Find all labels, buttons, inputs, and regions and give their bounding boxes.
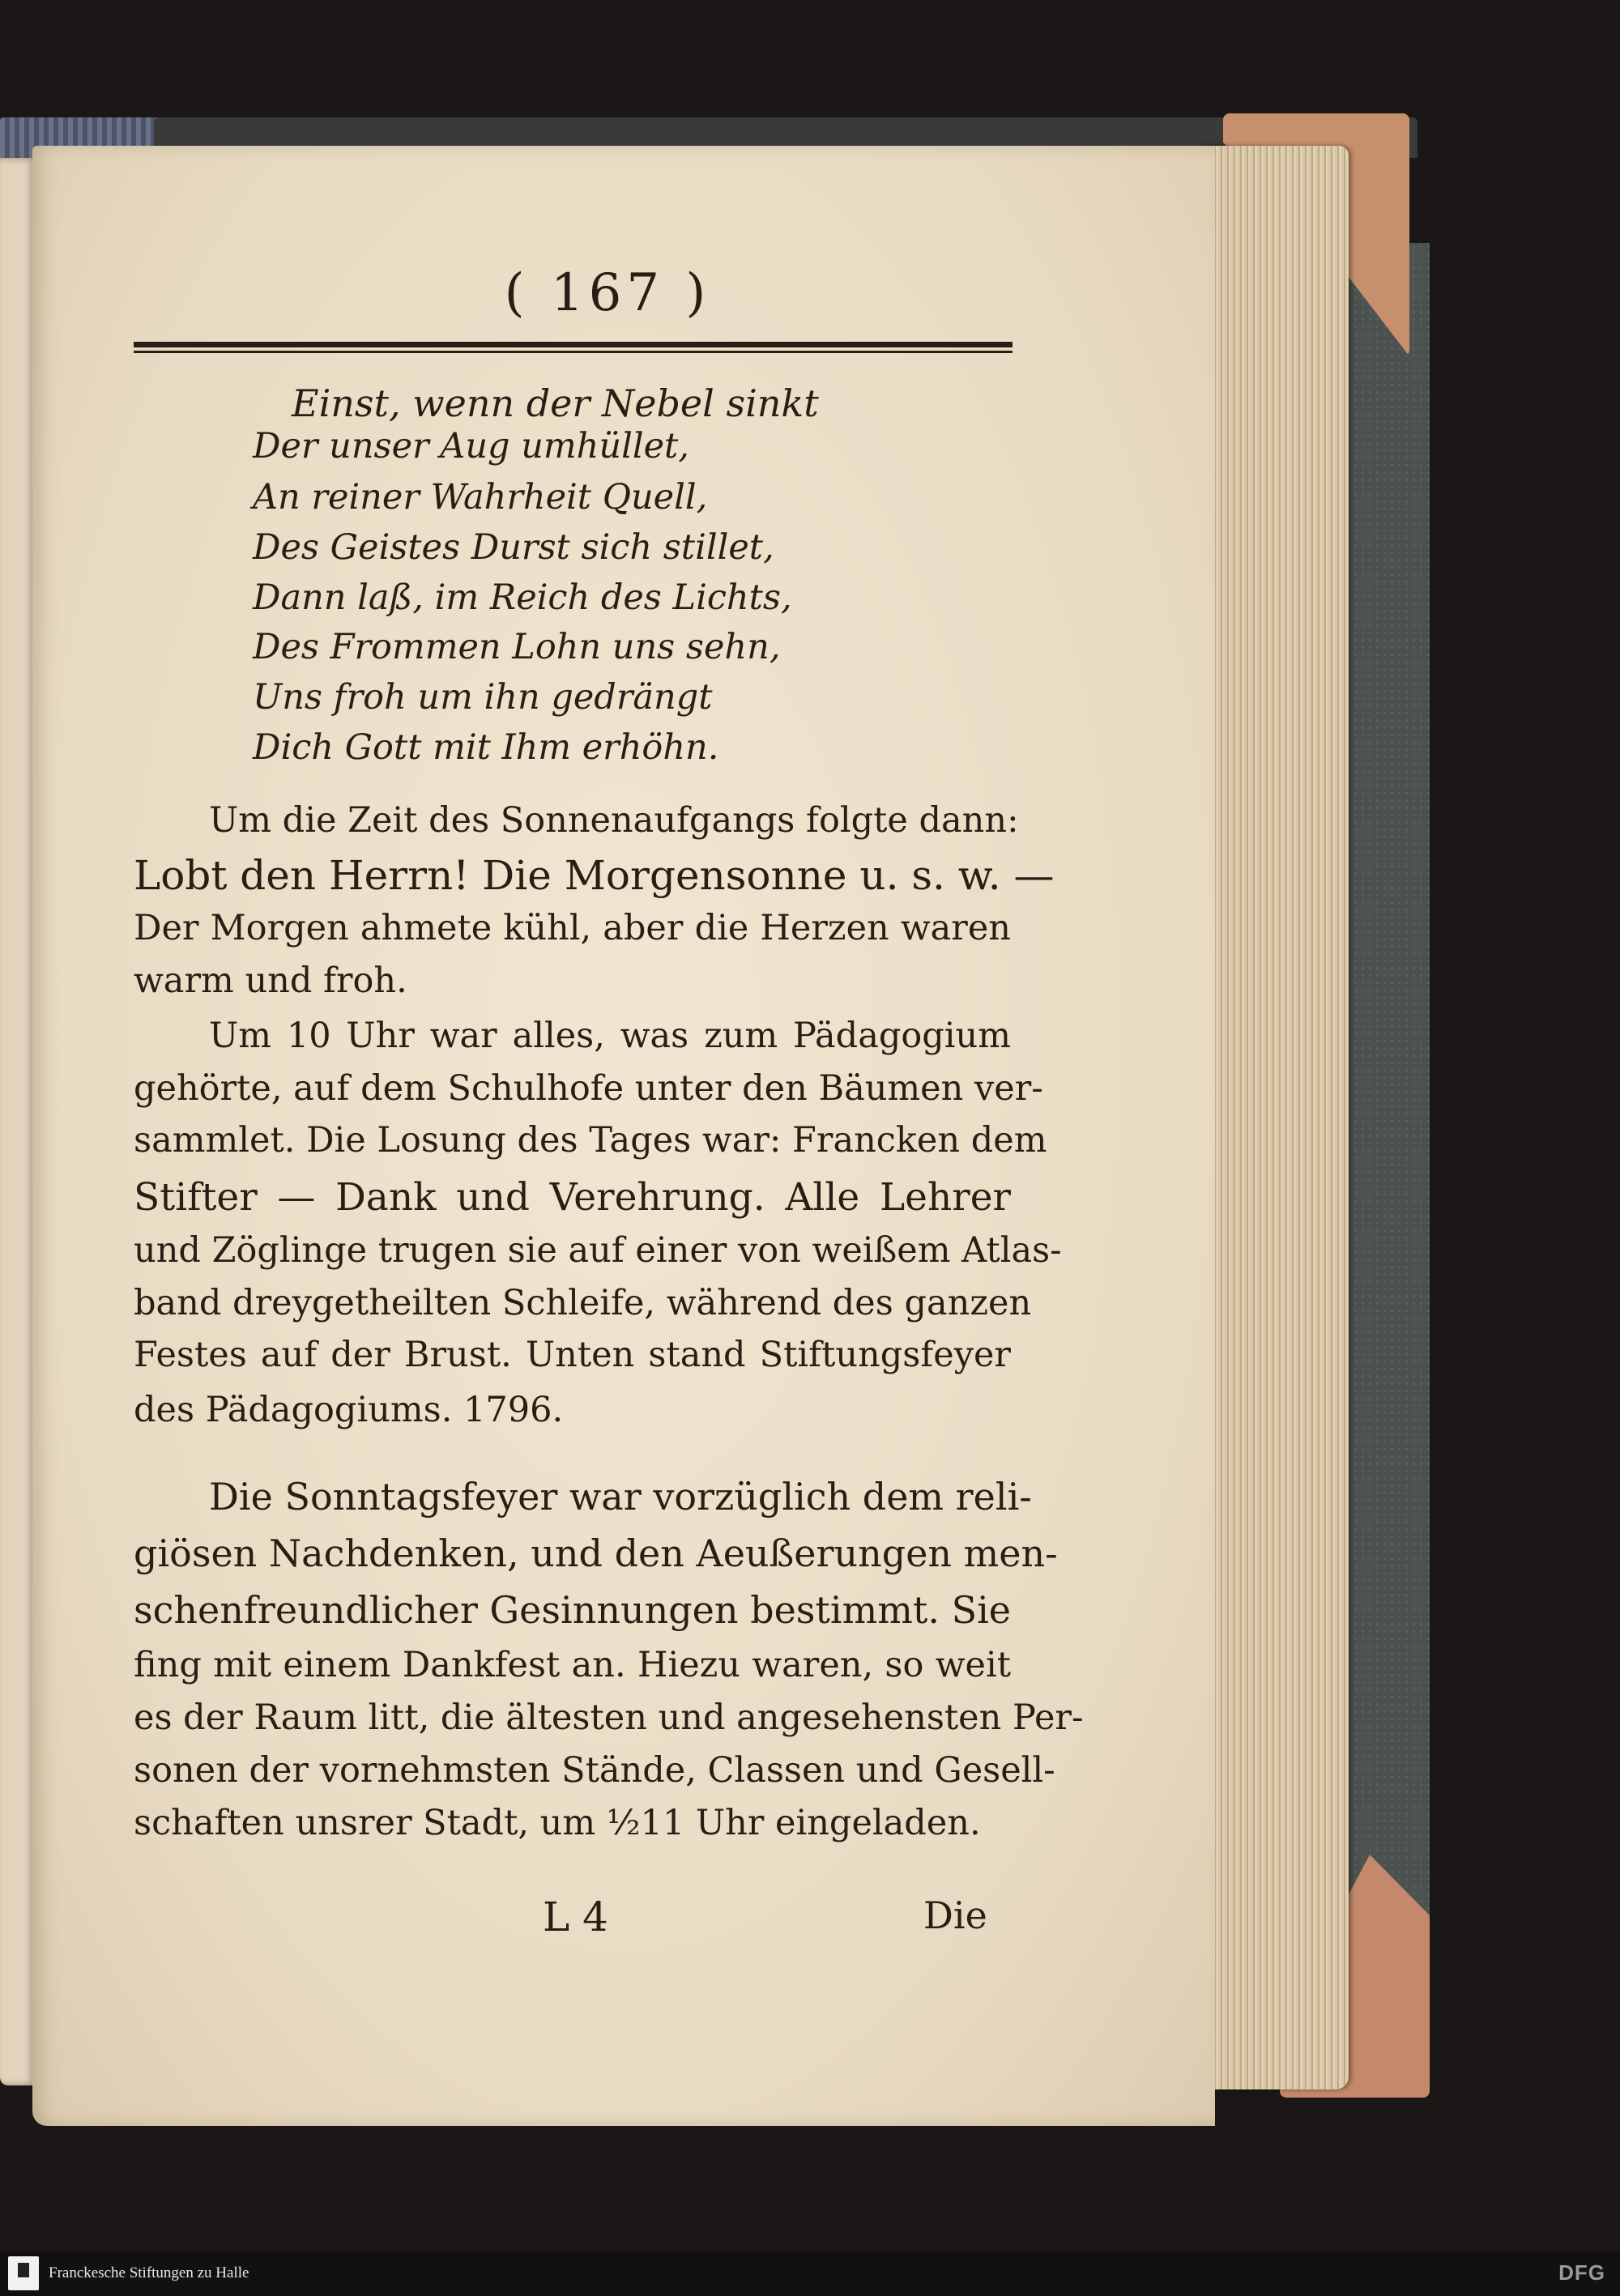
text-line: giösen Nachdenken, und den Aeußerungen men-	[134, 1531, 1058, 1575]
text-line: schenfreundlicher Gesinnungen bestimmt. Sie	[134, 1588, 1012, 1632]
header-rule	[134, 342, 1013, 353]
text-line: Die Sonntagsfeyer war vorzüglich dem reli-	[209, 1475, 1032, 1519]
cover-right-edge	[1345, 243, 1430, 2057]
page-block-edges	[1199, 146, 1349, 2089]
verso-page-edge	[0, 158, 36, 2085]
text-line: Der Morgen ahmete kühl, aber die Herzen waren	[134, 908, 1011, 948]
text-line: warm und froh.	[134, 961, 407, 1001]
viewer-footer	[0, 2251, 1620, 2296]
text-line: Stifter — Dank und Verehrung. Alle Lehrer	[134, 1175, 1011, 1220]
text-line: und Zöglinge trugen sie auf einer von weißem Atlas-	[134, 1230, 1062, 1271]
dfg-logo: DFG	[1558, 2260, 1605, 2285]
text-line: es der Raum litt, die ältesten und angesehensten Per-	[134, 1698, 1084, 1738]
institution-name: Franckesche Stiftungen zu Halle	[49, 2264, 249, 2281]
text-line: des Pädagogiums. 1796.	[134, 1390, 564, 1430]
text-line: Um die Zeit des Sonnenaufgangs folgte dann:	[209, 800, 1019, 841]
verse-line: An reiner Wahrheit Quell,	[253, 477, 708, 518]
text-line: gehörte, auf dem Schulhofe unter den Bäumen ver-	[134, 1068, 1043, 1109]
text-line: schaften unsrer Stadt, um ½11 Uhr eingeladen.	[134, 1803, 981, 1843]
page-number: ( 167 )	[504, 263, 711, 323]
signature-mark: L 4	[543, 1893, 608, 1940]
text-line: Lobt den Herrn! Die Morgensonne u. s. w. —	[134, 852, 1055, 899]
verse-line: Des Frommen Lohn uns sehn,	[253, 627, 781, 667]
text-line: Festes auf der Brust. Unten stand Stiftungsfeyer	[134, 1335, 1011, 1375]
catchword: Die	[923, 1893, 987, 1937]
verse-line: Einst, wenn der Nebel sinkt	[292, 381, 819, 425]
institution-logo-icon	[8, 2256, 39, 2290]
text-line: band dreygetheilten Schleife, während des ganzen	[134, 1283, 1032, 1323]
verse-line: Uns froh um ihn gedrängt	[253, 677, 713, 718]
text-line: sammlet. Die Losung des Tages war: Francken dem	[134, 1120, 1047, 1161]
text-line: sonen der vornehmsten Stände, Classen und Gesell-	[134, 1750, 1055, 1791]
verse-line: Der unser Aug umhüllet,	[253, 426, 689, 466]
verse-line: Des Geistes Durst sich stillet,	[253, 527, 774, 568]
recto-page	[32, 146, 1215, 2126]
text-line: fing mit einem Dankfest an. Hiezu waren, so weit	[134, 1645, 1011, 1685]
verse-line: Dann laß, im Reich des Lichts,	[253, 577, 792, 618]
verse-line: Dich Gott mit Ihm erhöhn.	[253, 727, 719, 768]
text-line: Um 10 Uhr war alles, was zum Pädagogium	[209, 1016, 1011, 1056]
